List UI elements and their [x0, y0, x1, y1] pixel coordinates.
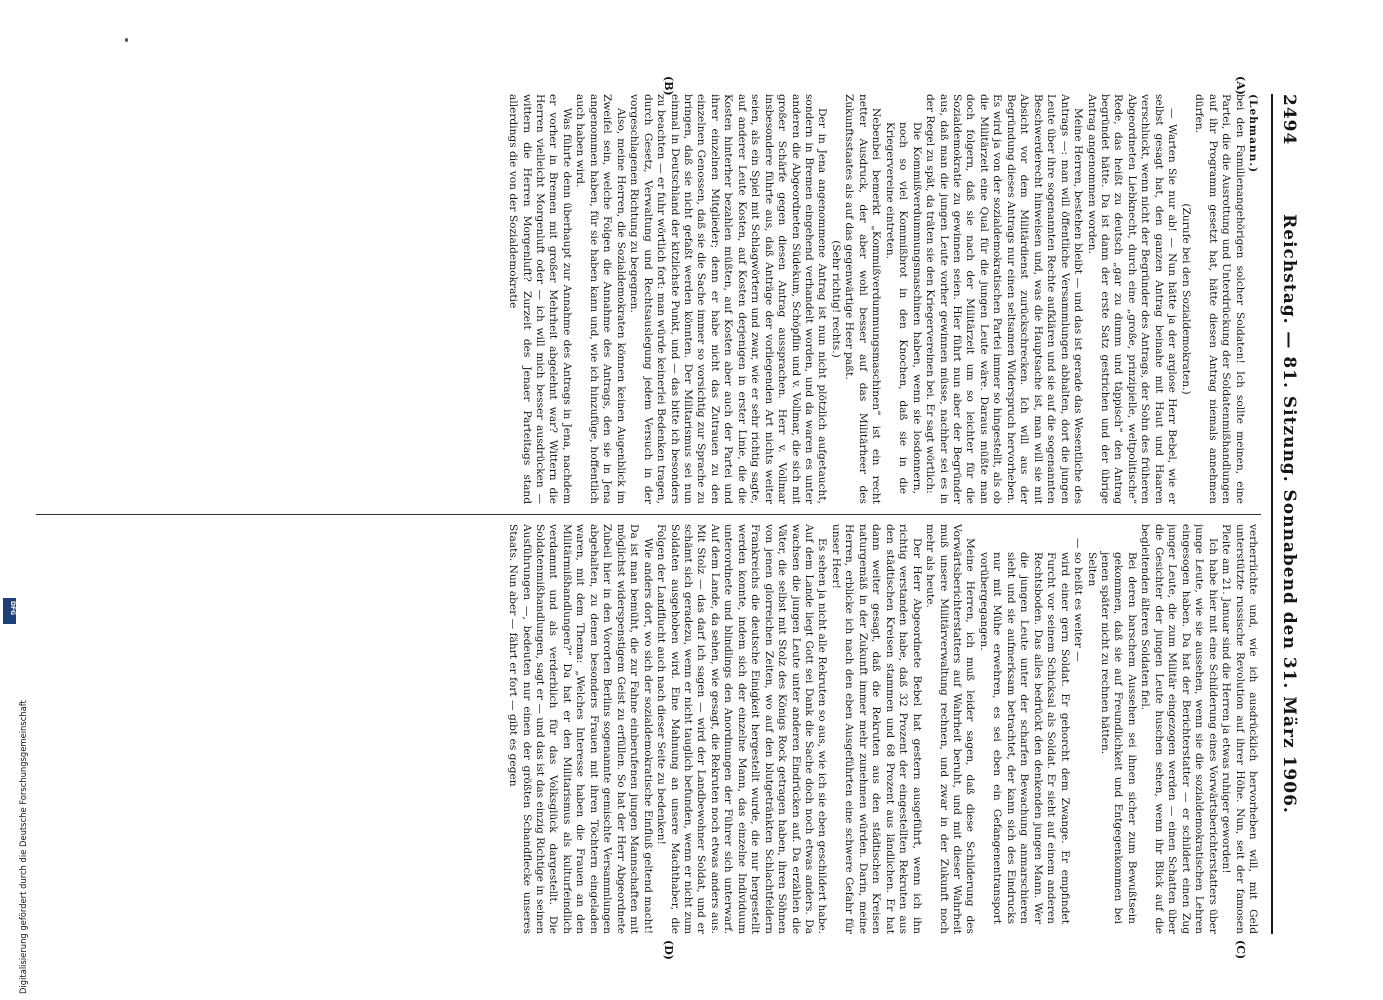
interjection: (Sehr richtig! rechts.) [829, 240, 842, 358]
paragraph: Nebenbei bemerkt „Kommißverdummungsmaschinen“ ist ein recht netter Ausdruck, der aber wohl besser auf das Militärheer des Zukunftsstaates als auf das gegenwärtige Heer paßt. [843, 94, 883, 504]
quotation: Die Kommißverdummungsmaschinen haben, wenn sie losdonnern, noch so viel Kommißbrot in den Knochen, daß sie in die Kriegervereine eintreten. [883, 122, 923, 494]
margin-mark-d: (D) [662, 940, 675, 960]
paragraph: Meine Herren, ich muß leider sagen, daß diese Schilderung des Vorwärtsberichterstatters auf Wahrheit beruht, und mit dieser Wahrheit muß unsere Militärverwaltung rechnen, und zwar in der Zukunft noch mehr als heute. [924, 524, 977, 934]
margin-mark-b: (B) [662, 76, 675, 96]
paragraph: Also, meine Herren, die Sozialdemokraten können keinen Augenblick im Zweifel sein, welche Folgen die Annahme des Antrags, den sie in Jena angenommen haben, für sie haben kann und, wie ich hinzufüge, hoffentlich auch haben wird. [574, 94, 627, 504]
digitization-footer [3, 598, 28, 994]
page-header [1271, 94, 1303, 934]
interjection: (Zurufe bei den Sozialdemokraten.) [1179, 203, 1192, 395]
paragraph: verherrlichte und, wie ich ausdrücklich hervorheben will, mit Geld unterstützte russische Revolution auf ihrer Höhe. Nun, seit der famosen Pleite am 21. Januar sind die Herren ja etwas ruhiger geworden! [1220, 524, 1259, 934]
paragraph: — so heißt es weiter — [1072, 538, 1085, 662]
digitization-note: Digitalisierung gefördert durch die Deutsche Forschungsgemeinschaft [18, 700, 28, 994]
text-column-left [29, 94, 1259, 504]
dfg-logo-icon [3, 598, 16, 624]
column-divider [36, 514, 1261, 515]
paragraph: Meine Herren, bestehen bleibt — und das ist gerade das Wesentliche des Antrags —: man will öffentliche Versammlungen abhalten, dort die jungen Leute über ihre sogenannten Rechte aufklären und sie auf die sogenannten Beschwerderecht hinweisen und, was die Hauptsache ist, man will sie mit Absicht vor dem Militärdienst zurückschrecken. Ich will aus der Begründung dieses Antrags nur einen seltsamen Widerspruch hervorheben. Es wird ja von der sozialdemokratischen Partei immer so hingestellt, als ob die Militärzeit eine Qual für die jungen Leute wäre. Daraus müßte man doch folgern, daß sie nach der Militärzeit um so leichter für die Sozialdemokratie zu gewinnen seien. Hier führt nun aber der Begründer aus, daß man die jungen Leute vorher gewinnen müsse, nachher sei es in der Regel zu spät, da träten sie den Kriegervereinen bei. Er sagt wörtlich: [924, 94, 1085, 504]
dfg-logo-text: DFG [9, 601, 16, 616]
paragraph: Ich habe hier mit eine Schilderung eines Vorwärtsberichterstatters über junge Leute, wie sie aussehen, wenn sie die sozialdemokratischen Lehren eingesogen haben. Da hat der Berichterstatter — er schildert einen Zug junger Leute, die zum Militär eingezogen werden — einen Schatten über die Gesichter der jungen Leute huschen sehen, wenn ihr Blick auf die begleitenden älteren Soldaten fiel. [1139, 524, 1219, 934]
quotation: Bei deren barschem Aussehen sei ihnen sicher zum Bewußtsein gekommen, daß sie auf Freundlichkeit und Entgegenkommen bei jenen später nicht zu rechnen hätten. [1099, 552, 1138, 924]
page-title: Reichstag. — 81. Sitzung. Sonnabend den 31. März 1906. [1279, 214, 1299, 814]
paragraph: Der in Jena angenommene Antrag ist nun nicht plötzlich aufgetaucht, sondern in Bremen eingehend verhandelt worden, und da waren es unter anderen die Abgeordneten Südekum, Schöpflin und v. Vollmar, die sich mit großer Schärfe gegen diesen Antrag aussprachen. Herr v. Vollmar insbesondere führte aus, daß Anträge der vorliegenden Art nichts weiter seien, als ein Spiel mit Schlagwörtern und zwar, wie er sehr richtig sagte, auf anderer Leute Kosten, auf Kosten derjenigen in erster Linie, die die Kosten hinterher bezahlen müßten, auf Kosten aber auch der Partei und ihrer einzelnen Mitglieder; denn er habe nicht das Zutrauen zu den einzelnen Genossen, daß sie die Sache immer so vorsichtig zur Sprache zu bringen, daß sie nicht gefaßt werden könnten. Der Militarismus sei nun einmal in Deutschland der kitzlichste Punkt, und — das bitte ich besonders zu beachten — er fuhr wörtlich fort: man würde keinerlei Bedenken tragen, durch Gesetz, Verwaltung und Rechtsauslegung jedem Versuch in der vorgeschlagenen Richtung zu begegnen. [628, 94, 829, 504]
page-number: 2494 [1279, 94, 1299, 146]
speaker-name: (Lehmann.) [1247, 94, 1259, 174]
scan-speck [125, 38, 128, 42]
paragraph: Wie anders dort, wo sich der sozialdemokratische Einfluß geltend macht! Da ist man bemüht, die zur Fahne einberufenen jungen Mannschaften mit möglichst widerspenstigem Geist zu erfüllen. So hat der Herr Abgeordnete Zubeil hier in den Vororten Berlins sogenannte gemischte Versammlungen abgehalten, zu denen besonders Frauen mit ihren Töchtern eingeladen waren, mit dem Thema: „Welches Interesse haben die Frauen an den Militärmißhandlungen?“ Da hat er den Militarismus als kulturfeindlich verdammt und als verderblich für das Volksglück dargestellt. Die Soldatenmißhandlungen, sagt er — und das ist das einzig Richtige in seinen Ausführungen —, bedeuten nur einen der größten Schandflecke unseres Staats. Nun aber — fährt er fort — gibt es gegen [507, 524, 654, 934]
text-column-right [29, 524, 1259, 934]
paragraph: Was führte denn überhaupt zur Annahme des Antrags in Jena, nachdem er vorher in Bremen mit großer Mehrheit abgelehnt war? Wittern die Herren vielleicht Morgenluft oder — ich will mich besser ausdrücken — wittern die Herren Morgenluft? Zurzeit des Jenaer Parteitags stand allerdings die von der Sozialdemokratie [507, 94, 573, 504]
quotation: wird einer gern Soldat. Er gehorcht dem Zwange. Er empfindet Furcht vor seinem Schicksal als Soldat. Er sieht auf einem anderen Rechtsboden. Das alles bedrückt den denkenden jungen Mann. Wer die jungen Leute unter der scharfen Bewachung anmarschieren sieht und sie aufmerksam betrachtet, der kann sich des Eindrucks nur mit Mühe erwehren, es sei eben ein Gefangenentransport vorübergegangen. [977, 552, 1071, 924]
margin-mark-c: (C) [1234, 940, 1247, 960]
paragraph: Der Herr Abgeordnete Bebel hat gestern ausgeführt, wenn ich ihn richtig verstanden habe, daß 32 Prozent der eingestellten Rekruten aus den städtischen Kreisen stammen und 68 Prozent aus ländlichen. Er hat dann weiter gesagt, daß die Rekruten aus den städtischen Kreisen naturgemäß in der Zukunft immer mehr zunehmen würden. Darin, meine Herren, erblicke ich nach den eben Ausgeführten eine schwere Gefahr für unser Heer! [829, 524, 923, 934]
quotation: Selten [1085, 552, 1098, 587]
paragraph: Es sehen ja nicht alle Rekruten so aus, wie ich sie eben geschildert habe. Auf dem Lande liegt Gott sei Dank die Sache doch noch etwas anders. Da wachsen die jungen Leute unter anderen Eindrücken auf. Da erzählen die Väter, die selbst mit Stolz des Königs Rock getragen haben, ihren Söhnen von jenen glorreichen Zeiten, wo auf den blutgetränkten Schlachtfeldern Frankreichs die deutsche Einigkeit hergestellt wurde, die nur hergestellt werden konnte, indem sich der einzelne Mann, das einzelne Individuum unterordnete und blindlings den Anordnungen der Führer sich unterwarf. Auf dem Lande, da sehen, wie gesagt, die Rekruten noch etwas anders aus. Mit Stolz — das darf ich sagen — wird der Landbewohner Soldat, und er schämt sich geradezu, wenn er nicht tauglich befunden, wenn er nicht zum Soldaten ausgehoben wird. Eine Mahnung an unsere Machthaber, die Folgen der Landflucht auch nach dieser Seite zu bedenken! [655, 524, 829, 934]
paragraph: bei den Familienangehörigen solcher Soldaten! Ich sollte meinen, eine Partei, die die Ausrottung und Unterdrückung der Soldatenmißhandlungen auf ihr Programm gesetzt hat, hätte diesen Antrag niemals annehmen dürfen. [1193, 94, 1246, 504]
paragraph: — Warten Sie nur ab! — Nun hätte ja der arglose Herr Bebel, wie er selbst gesagt hat, den ganzen Antrag beinahe mit Haut und Haaren verschluckt, wenn nicht der Begründer des Antrags, der Sohn des früheren Abgeordneten Liebknecht, durch eine „große, prinzipielle, weltpolitische“ Rede, das heißt zu deutsch „gar zu dumm und täppisch“ den Antrag begründet hätte. Da ist dann der erste Satz gestrichen und der übrige Antrag angenommen worden. [1085, 94, 1179, 504]
margin-mark-a: (A) [1234, 76, 1247, 95]
